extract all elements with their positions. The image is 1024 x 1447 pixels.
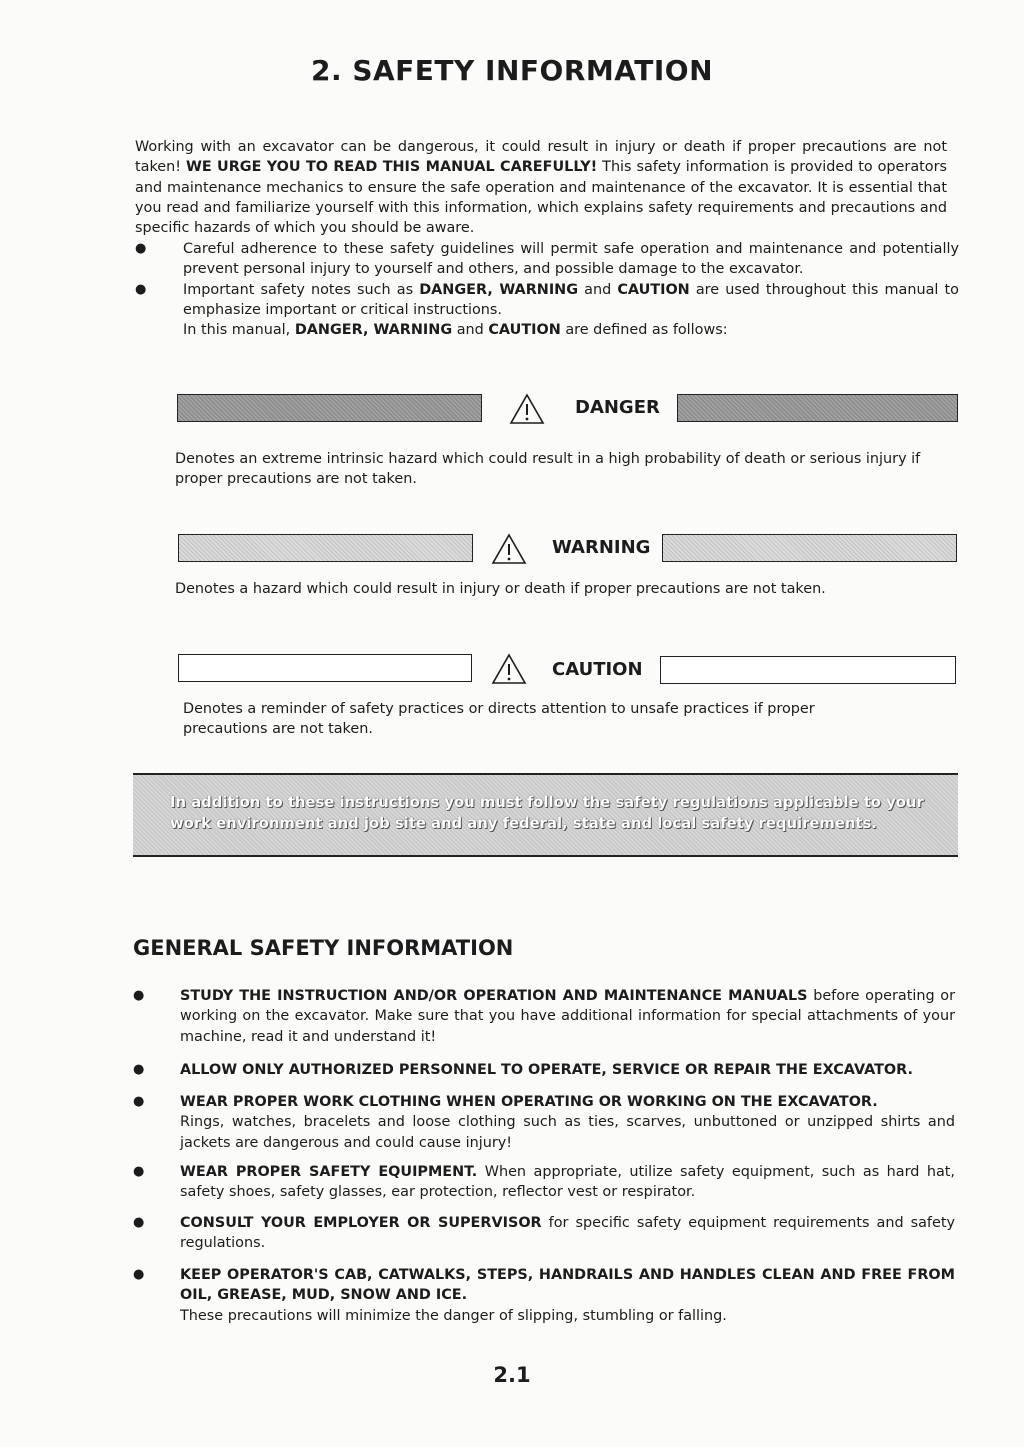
list-item [133,1060,955,1080]
b2-caution: CAUTION [617,282,690,298]
bullet-icon: ● [135,282,147,297]
list-item [133,1162,955,1203]
intro-bullet-1 [135,239,959,280]
caution-band-right [660,656,956,684]
list-item-bold: WEAR PROPER SAFETY EQUIPMENT. [180,1164,478,1180]
list-item-text: These precautions will minimize the danger of slipping, stumbling or falling. [180,1307,727,1324]
def-text-b: are defined as follows: [560,322,728,338]
warning-triangle-icon [509,393,545,425]
def-warning: WARNING [373,322,453,338]
warning-triangle-icon [491,533,527,565]
list-item [133,1092,955,1153]
bullet-icon: ● [133,1267,145,1282]
warning-description: Denotes a hazard which could result in injury or death if proper precautions are not taken. [175,581,826,597]
b2-text-b: are used throughout this manual to emphasize important or critical instructions. [183,282,959,319]
b2-danger: DANGER [419,282,488,298]
def-caution: CAUTION [488,322,561,338]
caution-label: CAUTION [552,659,643,680]
danger-band-left [177,394,482,422]
def-text-a: In this manual, [183,322,295,338]
danger-label: DANGER [575,397,660,418]
bullet-icon: ● [133,1094,145,1109]
bullet-icon: ● [135,241,147,256]
list-item-bold: CONSULT YOUR EMPLOYER OR SUPERVISOR [180,1215,542,1231]
definitions-line [183,320,728,340]
page-title: 2. SAFETY INFORMATION [310,54,714,87]
danger-description: Denotes an extreme intrinsic hazard which could result in a high probability of death or serious injury if proper precautions are not taken. [175,451,921,488]
def-danger: DANGER [294,322,363,338]
warning-label: WARNING [552,537,651,558]
caution-band-left [178,654,472,682]
intro-text-a: Working with an excavator can be dangerous, it could result in injury or death if proper precautions are not taken! [135,139,947,176]
warning-triangle-icon [491,653,527,685]
warning-band-right [662,534,957,562]
b2-text-a: Important safety notes such as [183,282,420,298]
danger-band-right [677,394,958,422]
list-item-text: When appropriate, utilize safety equipment, such as hard hat, safety shoes, safety glasses, ear protection, reflector vest or respirator. [180,1164,955,1201]
list-item-bold: WEAR PROPER WORK CLOTHING WHEN OPERATING OR WORKING ON THE EXCAVATOR. [180,1094,878,1110]
section-heading: GENERAL SAFETY INFORMATION [133,936,514,960]
bullet-icon: ● [133,988,145,1003]
def-and: and [452,322,489,338]
b2-and: and [578,282,618,298]
list-item-text: Rings, watches, bracelets and loose clothing such as ties, scarves, unbuttoned or unzipped shirts and jackets are dangerous and could cause injury! [180,1114,955,1151]
def-sep: , [362,322,374,338]
warning-band-left [178,534,473,562]
caution-description: Denotes a reminder of safety practices or directs attention to unsafe practices if proper precautions are not taken. [183,701,815,738]
intro-bullet-2 [135,280,959,321]
list-item-bold: ALLOW ONLY AUTHORIZED PERSONNEL TO OPERATE, SERVICE OR REPAIR THE EXCAVATOR. [180,1062,913,1078]
intro-emphasis: WE URGE YOU TO READ THIS MANUAL CAREFULLY! [185,159,598,176]
intro-text-b: This safety information is provided to operators and maintenance mechanics to ensure the safe operation and maintenance of the excavator. It is essential that you read and familiarize yourself with this information, which explains safety requirements and precautions and specific hazards of which you should be aware. [135,159,948,237]
list-item-text: before operating or working on the excavator. Make sure that you have additional information for special attachments of your machine, read it and understand it! [180,988,955,1045]
bullet-icon: ● [133,1062,145,1077]
safety-notice-box [133,773,958,857]
intro-bullet-2-text [183,280,959,321]
b2-sep: , [487,282,500,298]
list-item-bold: KEEP OPERATOR'S CAB, CATWALKS, STEPS, HANDRAILS AND HANDLES CLEAN AND FREE FROM OIL, GREASE, MUD, SNOW AND ICE. [180,1267,955,1304]
intro-paragraph [135,137,947,238]
list-item-text: for specific safety equipment requirements and safety regulations. [180,1215,955,1252]
list-item-bold: STUDY THE INSTRUCTION AND/OR OPERATION AND MAINTENANCE MANUALS [180,988,808,1004]
list-item [133,1213,955,1254]
safety-notice-text: In addition to these instructions you must follow the safety regulations applicable to your work environment and job site and any federal, state and local safety requirements. [170,794,924,832]
bullet-icon: ● [133,1215,145,1230]
page-number: 2.1 [493,1363,531,1387]
list-item [133,986,955,1047]
b2-warning: WARNING [499,282,579,298]
bullet-icon: ● [133,1164,145,1179]
list-item [133,1265,955,1326]
intro-bullet-1-text: Careful adherence to these safety guidelines will permit safe operation and maintenance and potentially prevent personal injury to yourself and others, and possible damage to the excavator. [183,241,959,278]
